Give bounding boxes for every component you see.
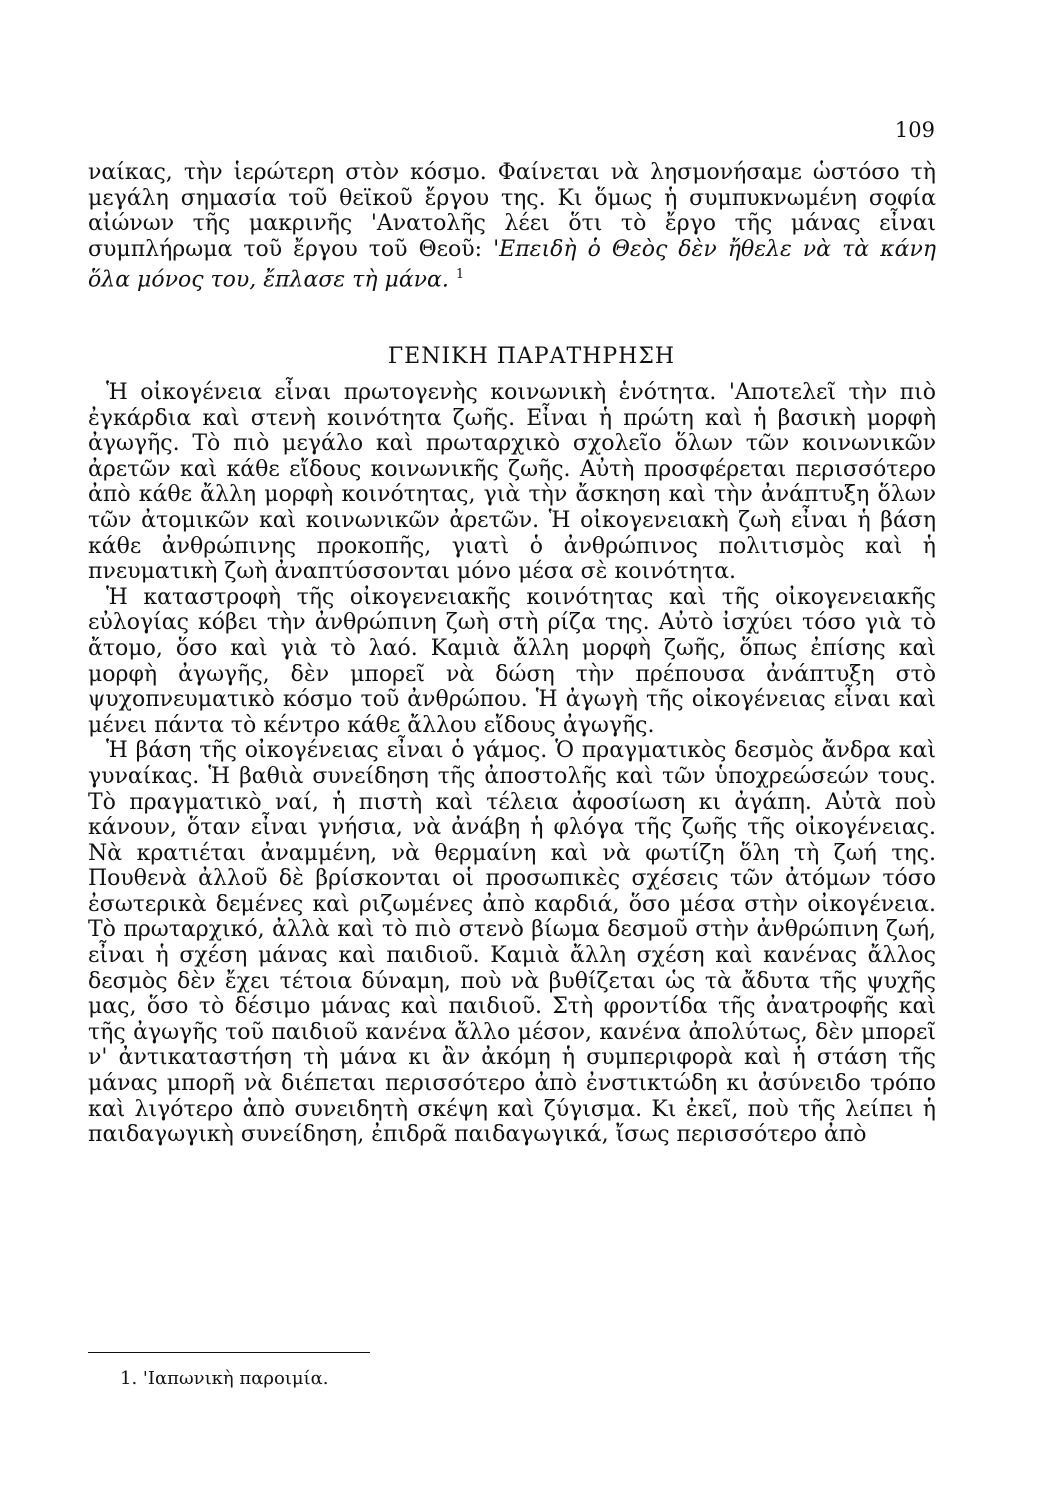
intro-text: ναίκας, τὴν ἱερώτερη στὸν κόσμο. Φαίνεται νὰ λησμονήσαμε ὡστόσο τὴ μεγάλη σημασία τοῦ θεϊκοῦ ἔργου της. Κι ὅμως ἡ συμπυκνωμένη σοφία αἰώνων τῆς μακρινῆς 'Ανατολῆς λέει ὅτι τὸ ἔργο τῆς μάνας εἶναι συμπλήρωμα τοῦ ἔργου τοῦ Θεοῦ: (88, 160, 936, 262)
footnote-number: 1. (120, 1368, 138, 1389)
footnote-text: 'Ιαπωνικὴ παροιμία. (142, 1368, 329, 1389)
intro-paragraph (88, 160, 936, 293)
footnote-reference: 1 (455, 267, 465, 283)
paragraph-2: Ἡ καταστροφὴ τῆς οἰκογενειακῆς κοινότητας καὶ τῆς οἰκογενειακῆς εὐλογίας κόβει τὴν ἀνθρώπινη ζωὴ στὴ ρίζα της. Αὐτὸ ἰσχύει τόσο γιὰ τὸ ἄτομο, ὅσο καὶ γιὰ τὸ λαό. Καμιὰ ἄλλη μορφὴ ζωῆς, ὅπως ἐπίσης καὶ μορφὴ ἀγωγῆς, δὲν μπορεῖ νὰ δώση τὴν πρέπουσα ἀνάπτυξη στὸ ψυχοπνευματικὸ κόσμο τοῦ ἀνθρώπου. Ἡ ἀγωγὴ τῆς οἰκογένειας εἶναι καὶ μένει πάντα τὸ κέντρο κάθε ἄλλου εἴδους ἀγωγῆς. (88, 584, 936, 738)
intro-quote: 'Επειδὴ ὁ Θεὸς δὲν ἤθελε νὰ τὰ κάνη ὅλα μόνος του, ἔπλασε τὴ μάνα. (88, 236, 936, 293)
paragraph-3: Ἡ βάση τῆς οἰκογένειας εἶναι ὁ γάμος. Ὁ πραγματικὸς δεσμὸς ἄνδρα καὶ γυναίκας. Ἡ βαθιὰ συνείδηση τῆς ἀποστολῆς καὶ τῶν ὑποχρεώσεών τους. Τὸ πραγματικὸ ναί, ἡ πιστὴ καὶ τέλεια ἀφοσίωση κι ἀγάπη. Αὐτὰ ποὺ κάνουν, ὅταν εἶναι γνήσια, νὰ ἀνάβη ἡ φλόγα τῆς ζωῆς τῆς οἰκογένειας. Νὰ κρατιέται ἀναμμένη, νὰ θερμαίνη καὶ νὰ φωτίζη ὅλη τὴ ζωή της. Πουθενὰ ἀλλοῦ δὲ βρίσκονται οἱ προσωπικὲς σχέσεις τῶν ἀτόμων τόσο ἐσωτερικὰ δεμένες καὶ ριζωμένες ἀπὸ καρδιά, ὅσο μέσα στὴν οἰκογένεια. Τὸ πρωταρχικό, ἀλλὰ καὶ τὸ πιὸ στενὸ βίωμα δεσμοῦ στὴν ἀνθρώπινη ζωή, εἶναι ἡ σχέση μάνας καὶ παιδιοῦ. Καμιὰ ἄλλη σχέση καὶ κανένας ἄλλος δεσμὸς δὲν ἔχει τέτοια δύναμη, ποὺ νὰ βυθίζεται ὡς τὰ ἄδυτα τῆς ψυχῆς μας, ὅσο τὸ δέσιμο μάνας καὶ παιδιοῦ. Στὴ φροντίδα τῆς ἀνατροφῆς καὶ τῆς ἀγωγῆς τοῦ παιδιοῦ κανένα ἄλλο μέσον, κανένα ἀπολύτως, δὲν μπορεῖ ν' ἀντικαταστήση τὴ μάνα κι ἂν ἀκόμη ἡ συμπεριφορὰ καὶ ἡ στάση τῆς μάνας μπορῆ νὰ διέπεται περισσότερο ἀπὸ ἐνστικτώδη κι ἀσύνειδο τρόπο καὶ λιγότερο ἀπὸ συνειδητὴ σκέψη καὶ ζύγισμα. Κι ἐκεῖ, ποὺ τῆς λείπει ἡ παιδαγωγικὴ συνείδηση, ἐπιδρᾶ παιδαγωγικά, ἴσως περισσότερο ἀπὸ (88, 738, 936, 1148)
page-number: 109 (894, 118, 935, 142)
footnote-divider (88, 1352, 370, 1353)
footnote (120, 1368, 329, 1389)
paragraph-1: Ἡ οἰκογένεια εἶναι πρωτογενὴς κοινωνικὴ ἑνότητα. 'Αποτελεῖ τὴν πιὸ ἐγκάρδια καὶ στενὴ κοινότητα ζωῆς. Εἶναι ἡ πρώτη καὶ ἡ βασικὴ μορφὴ ἀγωγῆς. Τὸ πιὸ μεγάλο καὶ πρωταρχικὸ σχολεῖο ὅλων τῶν κοινωνικῶν ἀρετῶν καὶ κάθε εἴδους κοινωνικῆς ζωῆς. Αὐτὴ προσφέρεται περισσότερο ἀπὸ κάθε ἄλλη μορφὴ κοινότητας, γιὰ τὴν ἄσκηση καὶ τὴν ἀνάπτυξη ὅλων τῶν ἀτομικῶν καὶ κοινωνικῶν ἀρετῶν. Ἡ οἰκογενειακὴ ζωὴ εἶναι ἡ βάση κάθε ἀνθρώπινης προκοπῆς, γιατὶ ὁ ἀνθρώπινος πολιτισμὸς καὶ ἡ πνευματικὴ ζωὴ ἀναπτύσσονται μόνο μέσα σὲ κοινότητα. (88, 380, 936, 585)
section-body (88, 380, 936, 1148)
section-heading: ΓΕΝΙΚΗ ΠΑΡΑΤΗΡΗΣΗ (387, 344, 676, 369)
